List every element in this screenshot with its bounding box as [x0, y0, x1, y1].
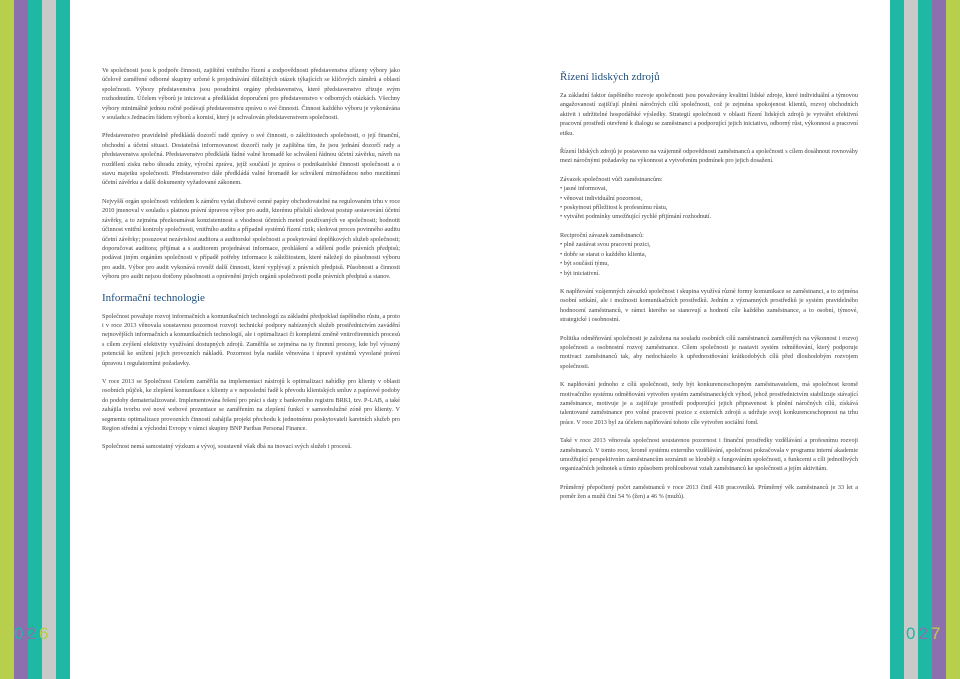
employee-commitments-list: [560, 240, 858, 278]
paragraph: Řízení lidských zdrojů je postaveno na vzájemně odpovědnosti zaměstnanců a společnosti s cílem dosáhnout rovnováhy mezi náročnými požadavky na výkonnost a vytvořením podmínek pro jejich dosažení.: [560, 148, 858, 165]
right-page-column: [560, 66, 858, 511]
stripe-purple: [14, 0, 28, 679]
page-digit: 7: [930, 624, 944, 643]
stripe-teal: [56, 0, 70, 679]
list-intro: Reciproční závazek zaměstnanců:: [560, 231, 644, 239]
page-digit: 2: [918, 624, 931, 643]
list-item: • věnovat individuální pozornost,: [560, 194, 858, 203]
paragraph: Také v roce 2013 věnovala společnost soustavnou pozornost i finanční prostředky vzdělávání a profesnímu rozvoji zaměstnanců. V tomto roce, kromě systému externího vzdělávání, společnost pokračovala v programu interní akademie umožňující perspektivním zaměstnancům seznámit se hlouběji s fungováním společnosti, s funkcemi a cíli jednotlivých organizačních jednotek a tímto způsobem prohloubovat vztah zaměstnanců ke společnosti a jejím aktivitám.: [560, 437, 858, 473]
paragraph: Společnost nemá samostatný výzkum a vývoj, soustavně však dbá na inovaci svých služeb i procesů.: [102, 443, 352, 451]
page-digit: 0: [906, 624, 919, 643]
paragraph: Průměrný přepočtený počet zaměstnanců v roce 2013 činil 418 pracovníků. Průměrný věk zaměstnanců je 33 let a poměr žen a mužů činí 54 % (žen) a 46 % (mužů).: [560, 483, 858, 501]
employer-commitments-list: [560, 184, 858, 222]
list-item: • jasné informovat,: [560, 184, 858, 193]
paragraph: K naplňování vzájemných závazků společnost i skupina využívá různé formy komunikace se zaměstnanci, a to zejména osobní setkání, ale i možnosti komunikačních prostředků. Jedním z významných prostředků je systém pravidelného hodnocení zaměstnanců, v rámci kterého se stanovují a hodnotí cíle každého zaměstnance, a to osobní, týmové, strategické i osobnostní.: [560, 287, 858, 324]
paragraph: K naplňování jednoho z cílů společnosti, tedy být konkurenceschopným zaměstnavatelem, má společnost kromě motivačního systému odměňování vytvořen systém zaměstnaneckých výhod, jehož prostřednictvím stabilizuje stávající zaměstnance, motivuje je a zajišťuje prostředí podporující jejich připravenost k plnění náročných cílů, získává talentované zaměstnance pro volné pracovní pozice z externích zdrojů a udržuje svoji konkurenceschopnost na trhu práce. V roce 2013 byl za účelem naplňování tohoto cíle vytvořen sociální fond.: [560, 381, 858, 426]
right-color-stripes: [890, 0, 960, 679]
paragraph: V roce 2013 se Společnost Cetelem zaměřila na implementaci nástrojů k optimalizaci nabídky pro klienty v oblasti osobních půjček, ke zlepšení komunikace s klienty a v neposlední řadě k převodu klientských smluv z papírové podoby do podoby dematerializované. Implementována řešení pro práci s daty z bankovního registru BRKI, tzv. P-LAB, a také zahájila tvorbu své nové webové prezentace se zaměřením na zlepšení funkcí v samoobslužné zóně pro klienty. V segmentu optimalizace provozních činností zahájila projekt přechodu k jednotnému poskytovateli karetních služeb pro Region střední a východní Evropy v rámci skupiny BNP Paribas Personal Finance.: [102, 377, 400, 432]
stripe-purple: [932, 0, 946, 679]
section-heading-it: Informační technologie: [102, 291, 205, 304]
stripe-teal: [890, 0, 904, 679]
page-number-left: [14, 624, 51, 644]
page-digit: 2: [26, 624, 39, 643]
paragraph: Nejvyšší orgán společnosti vzhledem k záměru vydat dluhové cenné papíry obchodovatelné na regulovaném trhu v roce 2010 jmenoval v souladu s platnou právní úpravou výbor pro audit, kterému přísluší sledovat postup sestavování účetní závěrky, a to zejména přezkoumávat konzistentnost a vhodnost účetních metod používaných ve společnosti; hodnotit účinnost vnitřní kontroly společnosti, vnitřního auditu a případně systémů řízení rizik; sledovat proces povinného auditu účetní závěrky; posuzovat nezávislost auditora a auditorské společnosti a poskytování doplňkových služeb společnosti; doporučovat auditora; přijímat a s auditorem projednávat informace, prohlášení a sdělení podle právních předpisů; podávat jiným orgánům společnosti v případě potřeby informace k záležitostem, které náležejí do působnosti výboru pro audit. Výbor pro audit vykonává rovněž další činnosti, které vyplývají z právních předpisů. Působnosti a činnosti výboru pro audit nejsou dotčeny působnosti a oprávnění jiných orgánů společnosti podle právních předpisů a stanov.: [102, 197, 400, 281]
list-intro: Závazek společnosti vůči zaměstnancům:: [560, 175, 663, 183]
stripe-teal: [918, 0, 932, 679]
section-heading-hr: Řízení lidských zdrojů: [560, 71, 660, 83]
paragraph: Za základní faktor úspěšného rozvoje společnosti jsou považovány kvalitní lidské zdroje, které individuální a týmovou angažovaností zajišťují plnění náročných cílů společnosti, což je zejména spokojenost klientů, rozvoj obchodních aktivit i udržitelné hospodářské výsledky. Strategií společnosti v oblasti řízení lidských zdrojů je vytvářet efektivní pracovní prostředí otevřené k dialogu se zaměstnanci a podporující jejich iniciativu, odborný růst, výkonnost a pracovní etiku.: [560, 92, 858, 137]
paragraph: Ve společnosti jsou k podpoře činnosti, zajištění vnitřního řízení a zodpovědnosti představenstva zřízeny výbory jako účelově zaměřené odborné skupiny určené k projednávání důležitých otázek týkajících se klíčových záměrů a oblastí společnosti. Výbory představenstva jsou poradními orgány představenstva, které představenstvo zřizuje svým rozhodnutím. Účelem výborů je iniciovat a předkládat doporučení pro představenstvo v odborných otázkách. Všechny výbory minimálně jednou ročně podávají představenstvu zprávu o své činnosti. Činnost každého výboru je vykonávána v souladu s Jednacím řádem výborů a komisí, který je schvalován představenstvem společnosti.: [102, 67, 400, 122]
paragraph: Představenstvo pravidelně předkládá dozorčí radě zprávy o své činnosti, o záležitostech společnosti, o její finanční, obchodní a účetní situaci. Dostatečná informovanost dozorčí rady je zajištěna tím, že jsou jednání dozorčí rady a představenstva společná. Představenstvo předkládá řádné valné hromadě ke schválení řádnou účetní závěrku, návrh na rozdělení zisku nebo úhradu ztráty, výroční zprávu, jejíž součástí je zpráva o podnikatelské činnosti společnosti a o stavu majetku společnosti. Představenstvo dále předkládá valné hromadě ke schválení mimořádnou nebo mezitímní účetní závěrku a další dokumenty vyžadované zákonem.: [102, 132, 400, 187]
list-item: • plně zastávat svou pracovní pozici,: [560, 240, 858, 249]
stripe-green: [0, 0, 14, 679]
paragraph: Společnost považuje rozvoj informačních a komunikačních technologií za základní předpoklad úspěšného růstu, a proto i v roce 2013 věnovala soustavnou pozornost rozvoji technické podpory nabízených služeb prostřednictvím zavádění nejnovějších informačních a komunikačních technologií, ale i optimalizaci či kompletní změně vnitrofiremních procesů s cílem zvýšení efektivity využívání dostupných zdrojů. Zaměřila se zejména na ty firemní procesy, kde byl výrazný potenciál ke snížení jejich provozních nákladů. Pozornost byla nadále věnována i úpravě systémů vyvolané právní úpravou i regulatorními požadavky.: [102, 312, 400, 367]
stripe-gray: [42, 0, 56, 679]
stripe-gray: [904, 0, 918, 679]
list-item: • vytvářet podmínky umožňující rychlé přijímání rozhodnutí.: [560, 212, 858, 221]
list-item: • dobře se starat o každého klienta,: [560, 250, 858, 259]
list-item: • poskytnout příležitost k profesnímu růstu,: [560, 203, 858, 212]
list-item: • být součástí týmu,: [560, 259, 858, 268]
stripe-green: [946, 0, 960, 679]
left-color-stripes: [0, 0, 70, 679]
list-item: • být iniciativní.: [560, 269, 858, 278]
left-page-column: [102, 66, 400, 461]
page-number-right: [906, 624, 943, 644]
paragraph: Politika odměňování společnosti je založena na souladu osobních cílů zaměstnanců zaměřených na výkonnost i rozvoj společnosti a osobnostní rozvoj zaměstnance. Cílem společnosti je nastavit systém odměňování, který podporuje motivaci zaměstnanců tak, aby nedocházelo k upřednostňování krátkodobých cílů před dlouhodobým rozvojem společnosti.: [560, 334, 858, 370]
page-digit: 6: [38, 624, 52, 643]
stripe-teal: [28, 0, 42, 679]
page-digit: 0: [14, 624, 27, 643]
